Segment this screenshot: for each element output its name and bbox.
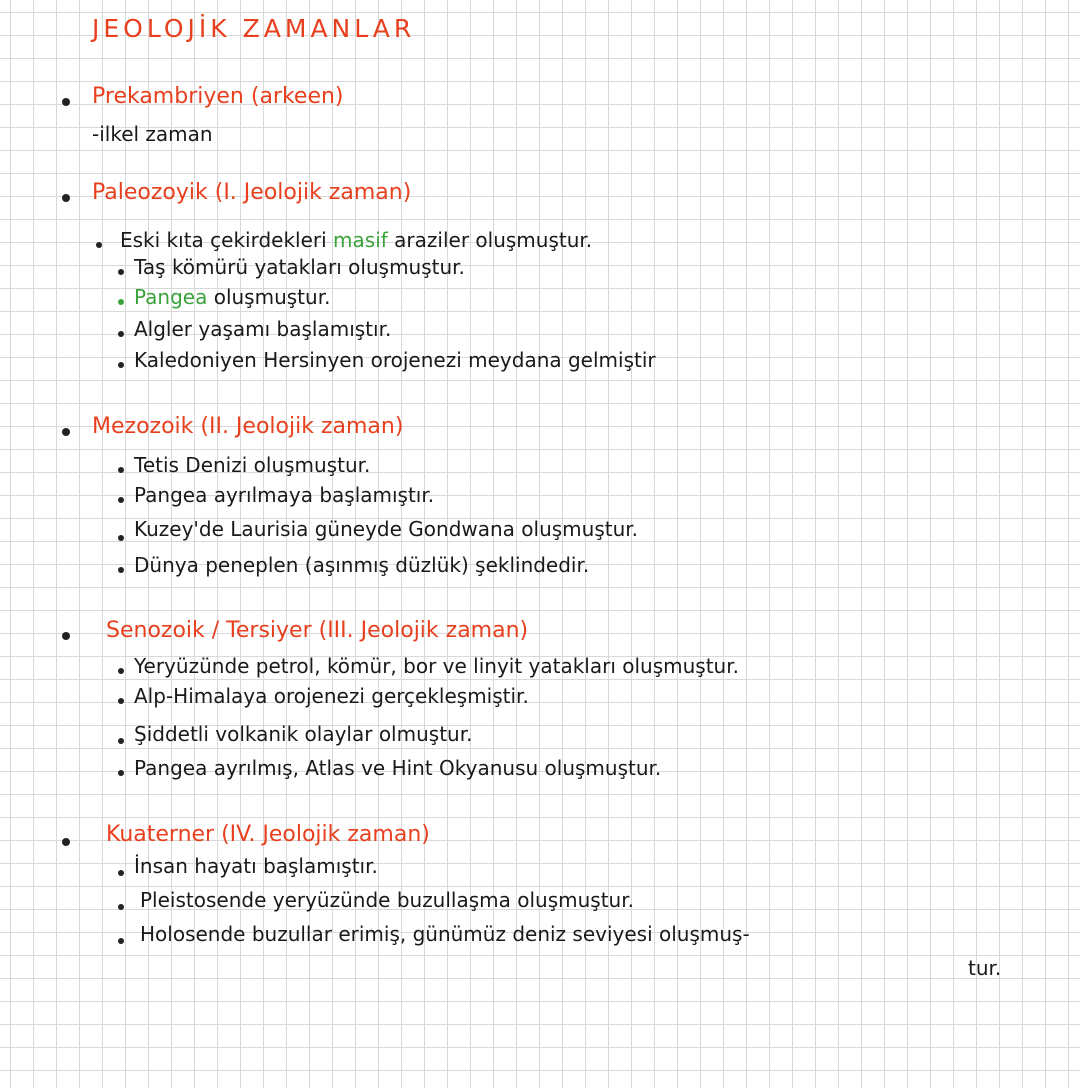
list-item-text: Eski kıta çekirdekleri [120,228,334,252]
item-bullet [118,497,124,503]
list-item: Algler yaşamı başlamıştır. [134,317,392,341]
item-bullet [118,938,124,944]
item-bullet [118,770,124,776]
section-heading-senozoik: Senozoik / Tersiyer (III. Jeolojik zaman) [106,618,529,643]
list-item: Alp-Himalaya orojenezi gerçekleşmiştir. [134,684,529,708]
section-heading-paleozoyik: Paleozoyik (I. Jeolojik zaman) [92,180,412,205]
list-item-text: araziler oluşmuştur. [387,228,593,252]
list-item: Şiddetli volkanik olaylar olmuştur. [134,722,473,746]
list-item: Taş kömürü yatakları oluşmuştur. [134,255,465,279]
section-bullet [62,98,70,106]
item-bullet [118,299,124,305]
section-bullet [62,428,70,436]
list-item: Tetis Denizi oluşmuştur. [134,453,371,477]
list-item-text: oluşmuştur. [207,285,331,309]
item-bullet [118,904,124,910]
item-bullet [118,668,124,674]
item-bullet [118,698,124,704]
list-item: Pleistosende yeryüzünde buzullaşma oluşmuştur. [140,888,634,912]
section-bullet [62,838,70,846]
list-item: Yeryüzünde petrol, kömür, bor ve linyit yatakları oluşmuştur. [134,654,739,678]
list-item-continuation: tur. [968,956,1002,980]
list-item: İnsan hayatı başlamıştır. [134,854,378,878]
section-heading-prekambriyen: Prekambriyen (arkeen) [92,84,344,109]
item-bullet [118,870,124,876]
item-bullet [118,362,124,368]
page-title: JEOLOJİK ZAMANLAR [92,14,416,43]
list-item [120,228,592,252]
item-bullet [118,738,124,744]
list-item: -ilkel zaman [92,122,213,146]
section-heading-mezozoik: Mezozoik (II. Jeolojik zaman) [92,414,404,439]
list-item: Pangea ayrılmaya başlamıştır. [134,483,435,507]
item-bullet [118,269,124,275]
section-bullet [62,632,70,640]
list-item: Pangea ayrılmış, Atlas ve Hint Okyanusu oluşmuştur. [134,756,662,780]
item-bullet [118,331,124,337]
list-item: Kuzey'de Laurisia güneyde Gondwana oluşmuştur. [134,517,639,541]
section-bullet [62,194,70,202]
highlight-term: masif [333,228,388,252]
section-heading-kuaterner: Kuaterner (IV. Jeolojik zaman) [106,822,430,847]
highlight-term: Pangea [134,285,208,309]
item-bullet [118,535,124,541]
list-item: Dünya peneplen (aşınmış düzlük) şeklindedir. [134,553,590,577]
list-item: Holosende buzullar erimiş, günümüz deniz seviyesi oluşmuş- [140,922,750,946]
list-item: Kaledoniyen Hersinyen orojenezi meydana gelmiştir [134,348,656,372]
item-bullet [96,242,102,248]
item-bullet [118,467,124,473]
item-bullet [118,567,124,573]
list-item [134,285,330,309]
